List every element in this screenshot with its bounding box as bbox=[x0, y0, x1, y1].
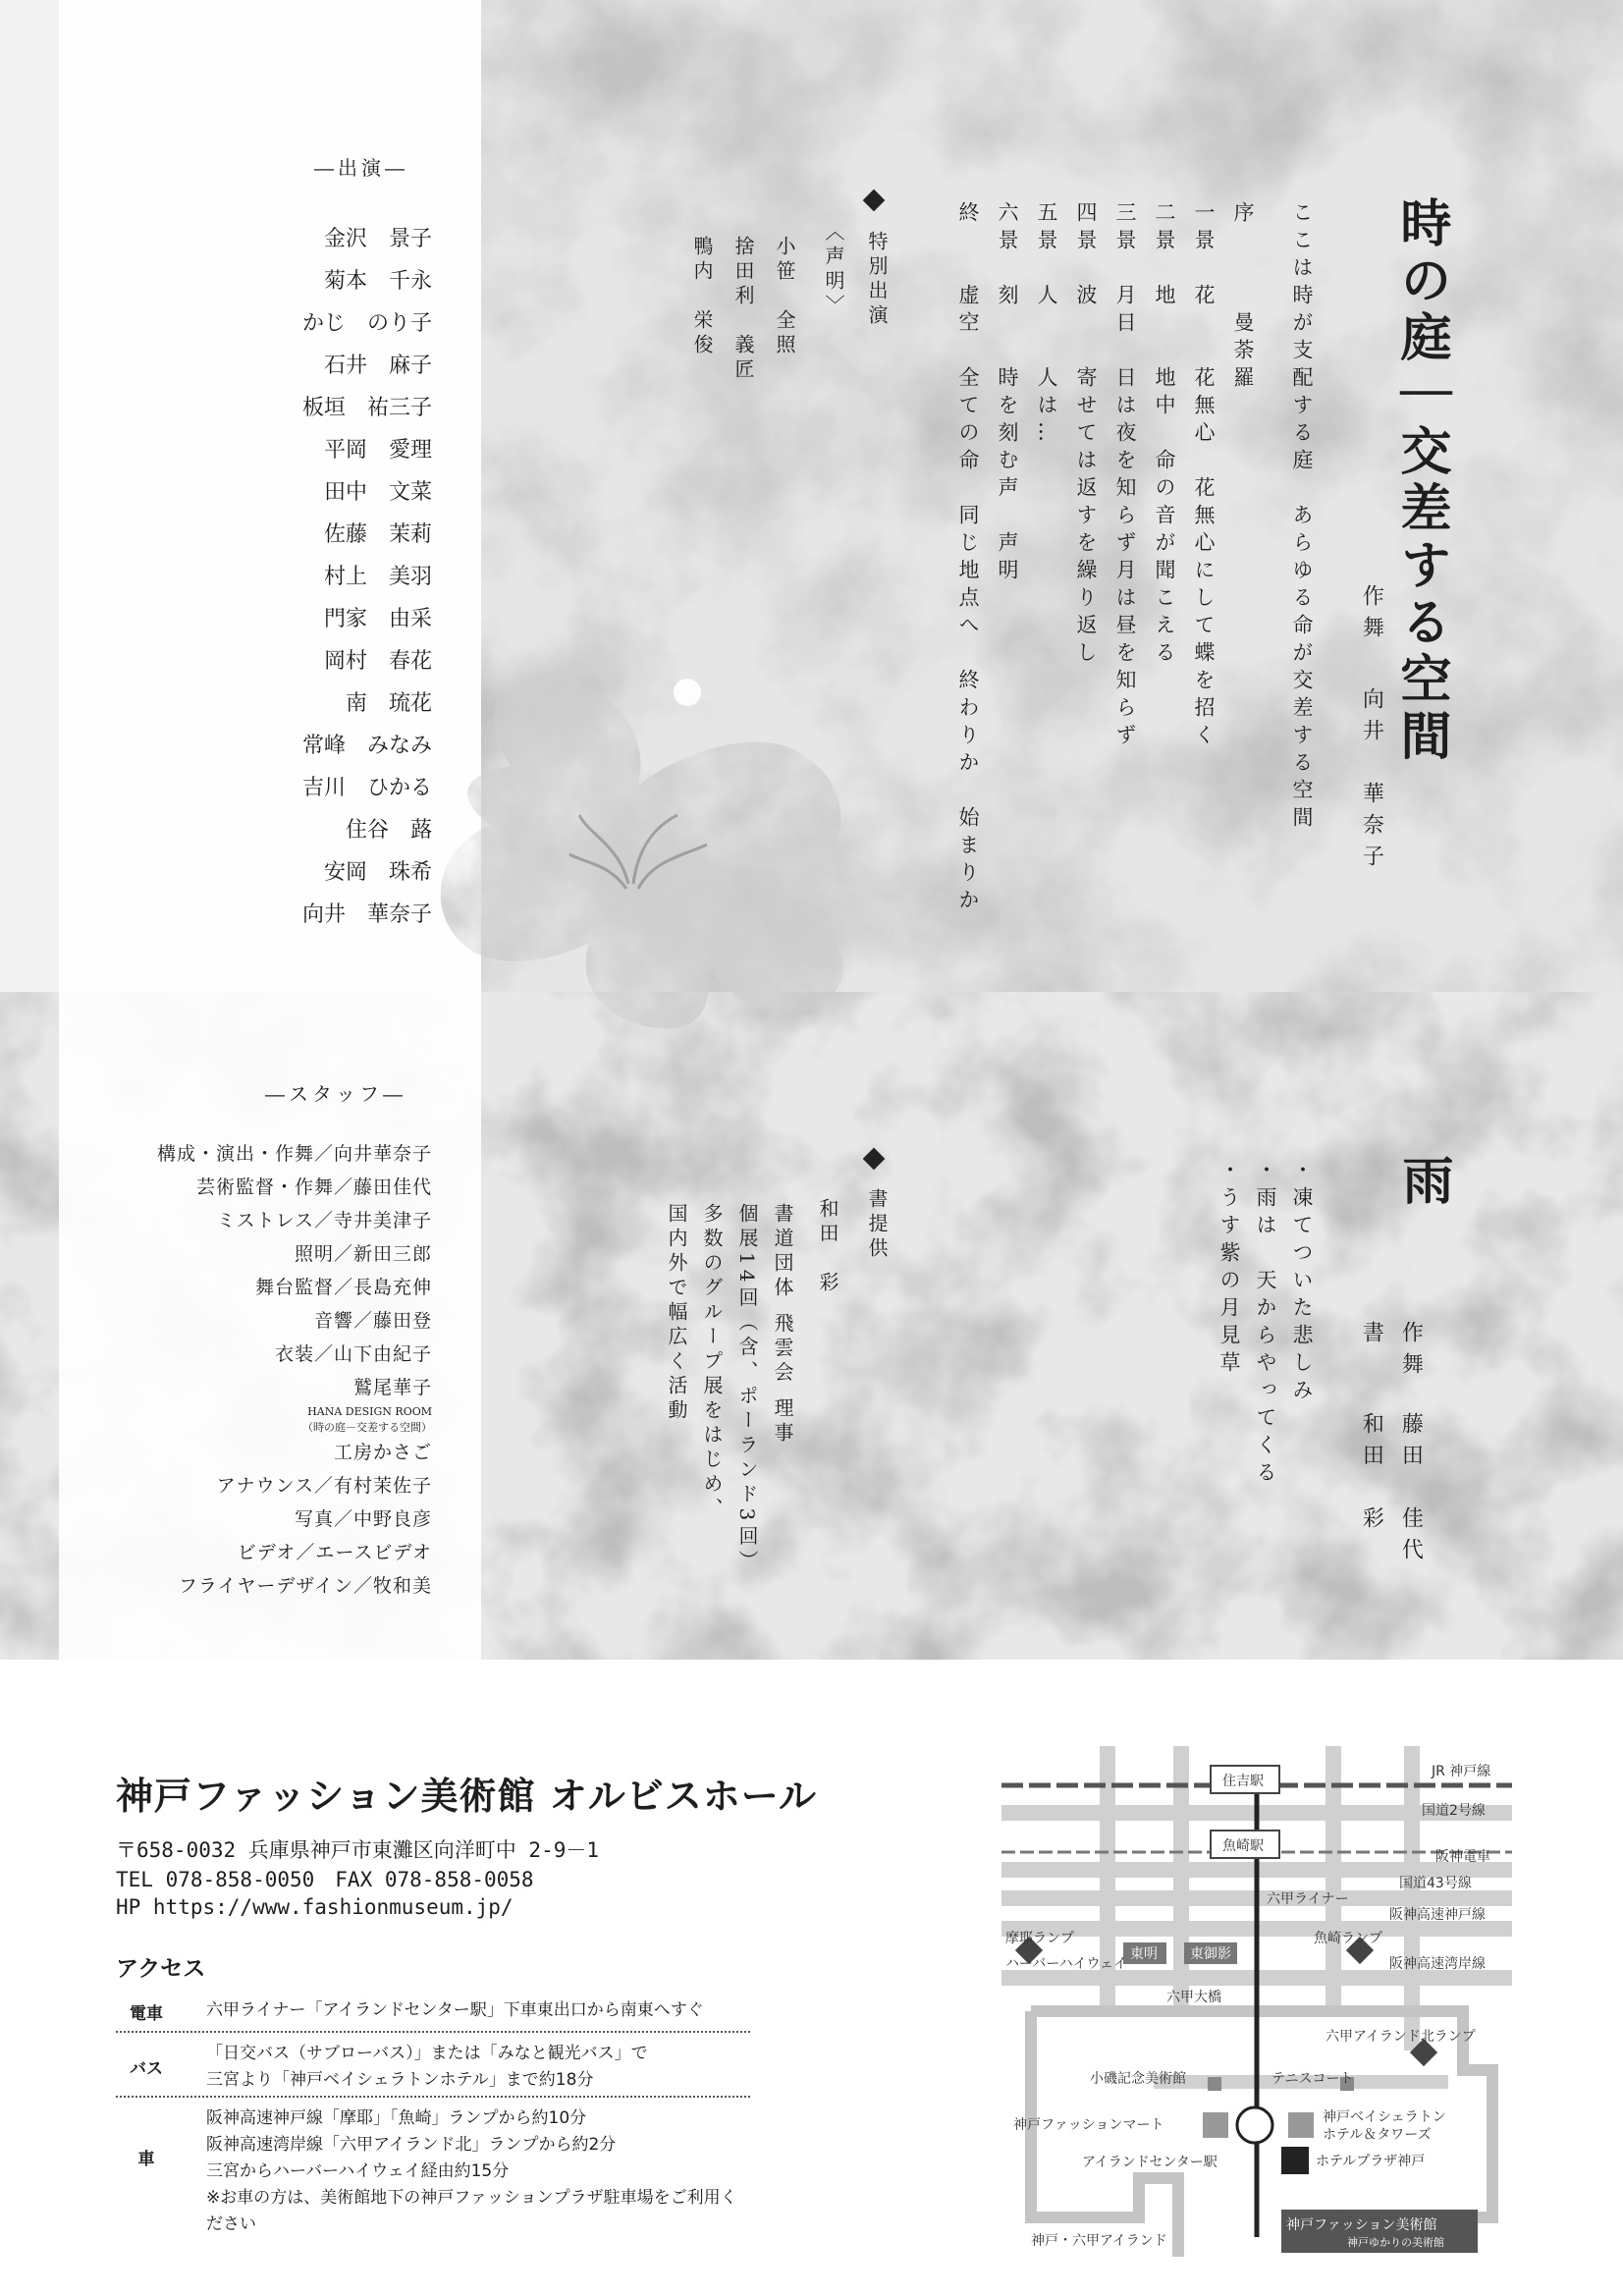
access-text: 「日交バス（サブローバス）」または「みなと観光バス」で bbox=[206, 2044, 648, 2063]
cast-name: 南 琉花 bbox=[345, 691, 432, 716]
staff-line: 芸術監督・作舞／藤田佳代 bbox=[195, 1176, 432, 1198]
play1-title bbox=[1384, 196, 1458, 766]
staff-line: 工房かさご bbox=[333, 1442, 432, 1463]
staff-line: 衣装／山下由紀子 bbox=[274, 1343, 432, 1365]
map-label: 国道43号線 bbox=[1399, 1876, 1472, 1891]
cast-name: 安岡 珠希 bbox=[323, 860, 432, 885]
cast-name: 住谷 蕗 bbox=[345, 818, 432, 843]
scene-1: 一景 花 花無心 花無心にして蝶を招く bbox=[1191, 201, 1216, 751]
calligraphy-heading: 書提供 bbox=[865, 1188, 889, 1262]
access-label: 電車 bbox=[130, 2004, 163, 2024]
access-label: 車 bbox=[137, 2150, 155, 2169]
play2-title: 雨 bbox=[1393, 1154, 1453, 1205]
play1-lead: ここは時が支配する庭 あらゆる命が交差する空間 bbox=[1289, 201, 1314, 834]
special-sub: 〈声明〉 bbox=[822, 221, 845, 319]
map-station-icon bbox=[1237, 2107, 1272, 2143]
cast-name: 村上 美羽 bbox=[323, 565, 432, 589]
play2-credit1-name: 藤田 佳代 bbox=[1398, 1412, 1424, 1569]
staff-list bbox=[59, 1137, 432, 1603]
access-map bbox=[1001, 1746, 1512, 2257]
map-label: 国道2号線 bbox=[1422, 1803, 1486, 1819]
scene-4: 四景 波 寄せては返すを繰り返し bbox=[1073, 201, 1098, 669]
cast-name: 岡村 春花 bbox=[323, 649, 432, 674]
cast-name: 門家 由采 bbox=[323, 607, 432, 631]
play2-credit1-role: 作舞 bbox=[1398, 1321, 1424, 1384]
cast-list bbox=[226, 218, 432, 936]
poem-line-1: ・雨は 天からやってくる bbox=[1253, 1159, 1277, 1489]
special-name-0: 小笹 全照 bbox=[773, 236, 796, 358]
scene-6: 六景 刻 時を刻む声 声明 bbox=[995, 201, 1019, 586]
play1-title-a: 時の庭 bbox=[1391, 196, 1451, 367]
special-name-2: 鴨内 栄俊 bbox=[690, 236, 714, 358]
access-row-train bbox=[116, 1990, 750, 2033]
map-label: アイランドセンター駅 bbox=[1082, 2155, 1217, 2170]
map-label: ホテル＆タワーズ bbox=[1323, 2127, 1432, 2143]
staff-line: 構成・演出・作舞／向井華奈子 bbox=[156, 1143, 432, 1165]
map-label: ホテルプラザ神戸 bbox=[1316, 2154, 1426, 2169]
scene-2: 二景 地 地中 命の音が聞こえる bbox=[1152, 201, 1176, 669]
play1-credit-name: 向井 華奈子 bbox=[1359, 687, 1384, 876]
cast-name: 田中 文菜 bbox=[323, 480, 432, 505]
cast-name: 向井 華奈子 bbox=[301, 902, 432, 927]
access-row-car bbox=[116, 2100, 750, 2234]
calligraphy-bio-1: 個展14回（含、ポーランド3回） bbox=[735, 1203, 759, 1575]
calligraphy-bio-0: 書道団体 飛雲会 理事 bbox=[771, 1203, 794, 1447]
access-text: 阪神高速神戸線「摩耶」「魚崎」ランプから約10分 bbox=[206, 2108, 587, 2128]
cast-name: 菊本 千永 bbox=[323, 269, 432, 294]
map-label: 六甲アイランド北ランプ bbox=[1325, 2029, 1476, 2045]
map-label: 六甲ライナー bbox=[1267, 1891, 1349, 1907]
scene-0: 序 曼荼羅 bbox=[1230, 201, 1255, 394]
map-label: ハーバーハイウェイ bbox=[1005, 1956, 1128, 1972]
staff-line: フライヤーデザイン／牧和美 bbox=[178, 1575, 432, 1597]
cast-name: 佐藤 茉莉 bbox=[323, 522, 432, 547]
map-label: 魚崎ランプ bbox=[1314, 1931, 1382, 1946]
staff-line: ビデオ／エースビデオ bbox=[237, 1542, 432, 1563]
map-museum-icon bbox=[1281, 2147, 1309, 2174]
map-label: 摩耶ランプ bbox=[1005, 1931, 1074, 1946]
map-label: 六甲大橋 bbox=[1166, 1990, 1221, 2005]
cast-name: かじ のり子 bbox=[301, 311, 432, 336]
map-label: 魚崎駅 bbox=[1222, 1838, 1264, 1854]
poem-line-0: ・凍てついた悲しみ bbox=[1289, 1159, 1314, 1406]
access-text: 六甲ライナー「アイランドセンター駅」下車東出口から南東へすぐ bbox=[206, 2000, 704, 2020]
scene-5: 五景 人 人は… bbox=[1034, 201, 1058, 449]
play2-credit2-role: 書 bbox=[1359, 1321, 1384, 1352]
venue-tel: TEL 078-858-0050 FAX 078-858-0058 bbox=[116, 1868, 534, 1891]
staff-heading: ―スタッフ― bbox=[265, 1082, 406, 1106]
map-label: 阪神電車 bbox=[1435, 1849, 1490, 1865]
map-label: 東御影 bbox=[1190, 1946, 1231, 1962]
map-label: テニスコート bbox=[1271, 2071, 1354, 2087]
access-text: 阪神高速湾岸線「六甲アイランド北」ランプから約2分 bbox=[206, 2135, 617, 2155]
calligraphy-bio-3: 国内外で幅広く活動 bbox=[665, 1203, 688, 1424]
venue-hp[interactable]: HP https://www.fashionmuseum.jp/ bbox=[116, 1895, 514, 1919]
calligraphy-bio-2: 多数のグループ展をはじめ、 bbox=[700, 1203, 724, 1522]
staff-line: アナウンス／有村茉佐子 bbox=[216, 1475, 432, 1497]
scene-7: 終 虚空 全ての命 同じ地点へ 終わりか 始まりか bbox=[955, 201, 980, 916]
cast-name: 金沢 景子 bbox=[323, 227, 432, 251]
map-label: 神戸ゆかりの美術館 bbox=[1347, 2236, 1444, 2249]
scene-3: 三景 月日 日は夜を知らず月は昼を知らず bbox=[1112, 201, 1137, 751]
special-heading: 特別出演 bbox=[865, 231, 889, 329]
play1-credit-role: 作舞 bbox=[1359, 584, 1384, 647]
map-label: JR 神戸線 bbox=[1432, 1764, 1491, 1779]
staff-line: 写真／中野良彦 bbox=[294, 1508, 432, 1530]
access-text: 三宮より「神戸ベイシェラトンホテル」まで約18分 bbox=[206, 2070, 594, 2090]
access-heading: アクセス bbox=[116, 1956, 206, 1982]
cast-name: 石井 麻子 bbox=[323, 354, 432, 378]
map-label: 神戸ファッション美術館 bbox=[1286, 2217, 1437, 2233]
map-label: 阪神高速湾岸線 bbox=[1389, 1956, 1486, 1972]
cast-heading: ―出演― bbox=[314, 156, 408, 180]
staff-line-small: HANA DESIGN ROOM bbox=[307, 1405, 432, 1418]
staff-line: 鷲尾華子 bbox=[352, 1377, 432, 1398]
calligraphy-name: 和田 彩 bbox=[816, 1198, 839, 1296]
staff-line: 音響／藤田登 bbox=[313, 1310, 432, 1332]
play1-title-b: 交差する空間 bbox=[1391, 424, 1451, 766]
poem-line-2: ・うす紫の月見草 bbox=[1217, 1159, 1241, 1379]
cast-name: 吉川 ひかる bbox=[301, 776, 432, 800]
venue-name: 神戸ファッション美術館 オルビスホール bbox=[116, 1775, 817, 1818]
map-label: 神戸・六甲アイランド bbox=[1031, 2233, 1167, 2249]
staff-line-small: （時の庭－交差する空間） bbox=[302, 1421, 432, 1434]
staff-line: 舞台監督／長島充伸 bbox=[254, 1277, 432, 1298]
map-label: 東明 bbox=[1130, 1946, 1158, 1962]
cast-name: 平岡 愛理 bbox=[323, 438, 432, 463]
cast-name: 板垣 祐三子 bbox=[301, 396, 432, 420]
access-text: 三宮からハーバーハイウェイ経由約15分 bbox=[206, 2161, 510, 2181]
play1-title-sep: ｜ bbox=[1391, 367, 1451, 424]
special-name-1: 捨田利 義匠 bbox=[731, 236, 755, 383]
staff-line: ミストレス／寺井美津子 bbox=[216, 1210, 432, 1231]
map-label: 阪神高速神戸線 bbox=[1389, 1907, 1486, 1923]
map-label: 神戸ファッションマート bbox=[1013, 2117, 1164, 2133]
map-label: 小磯記念美術館 bbox=[1090, 2071, 1186, 2087]
venue-address: 〒658-0032 兵庫県神戸市東灘区向洋町中 2-9－1 bbox=[116, 1838, 600, 1862]
play2-credit2-name: 和田 彩 bbox=[1359, 1412, 1384, 1538]
access-row-bus bbox=[116, 2035, 750, 2098]
cast-name: 常峰 みなみ bbox=[301, 734, 432, 758]
access-label: バス bbox=[130, 2059, 163, 2079]
map-label: 住吉駅 bbox=[1222, 1774, 1264, 1789]
staff-line: 照明／新田三郎 bbox=[294, 1243, 432, 1265]
map-label: 神戸ベイシェラトン bbox=[1323, 2109, 1446, 2125]
access-text: ※お車の方は、美術館地下の神戸ファッションプラザ駐車場をご利用ください bbox=[206, 2188, 737, 2234]
